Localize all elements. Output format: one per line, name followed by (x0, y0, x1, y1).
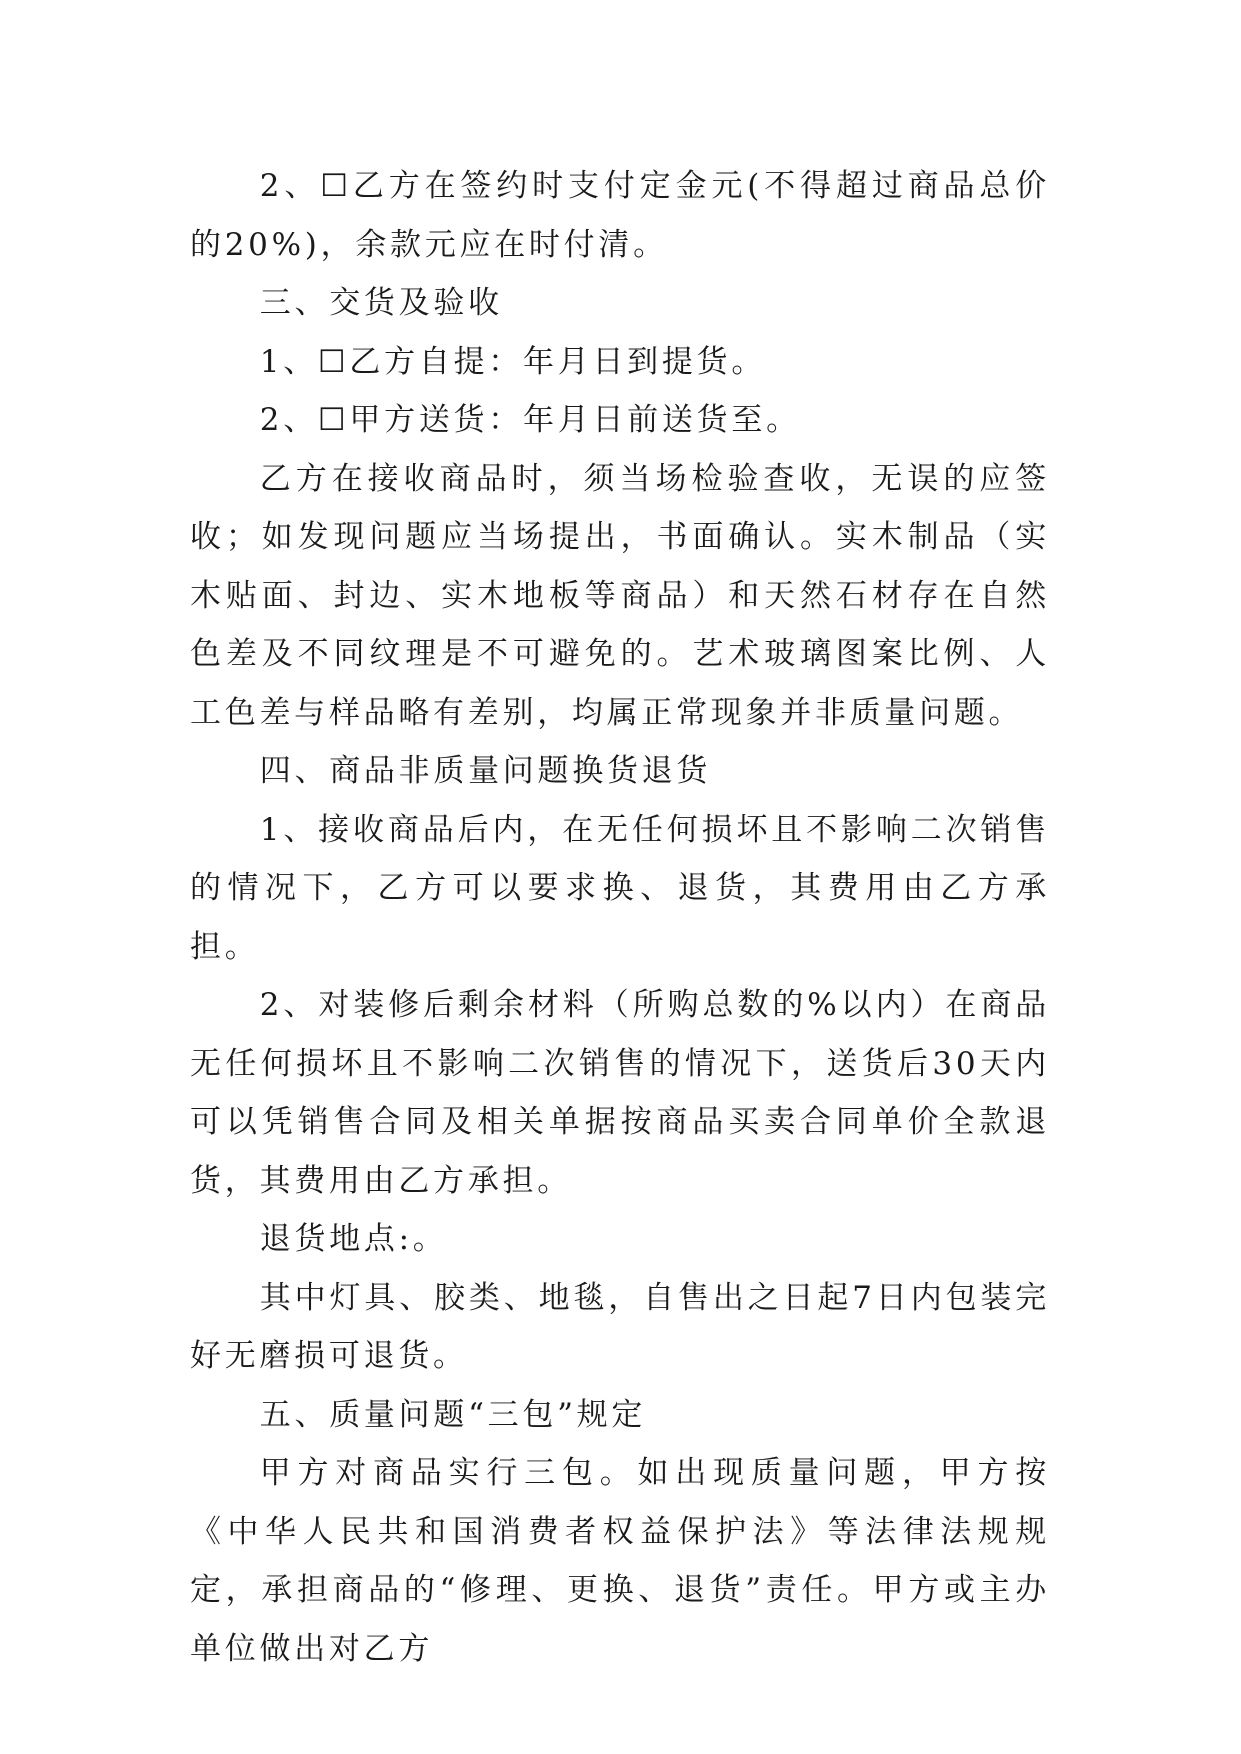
section-heading-delivery: 三、交货及验收 (259, 285, 503, 321)
clause-lamps-glue-carpet: 其中灯具、胶类、地毯，自售出之日起7日内包装完好无磨损可退货。 (190, 1279, 1050, 1374)
contract-body (190, 157, 1050, 1678)
clause-self-pickup: 1、☐乙方自提：年月日到提货。 (259, 343, 767, 380)
clause-return-location: 退货地点:。 (259, 1221, 448, 1257)
clause-leftover-materials: 2、对装修后剩余材料（所购总数的%以内）在商品无任何损坏且不影响二次销售的情况下，送货后30天内可以凭销售合同及相关单据按商品买卖合同单价全款退货，其费用由乙方承担。 (190, 987, 1050, 1199)
clause-deposit-payment: 2、☐乙方在签约时支付定金元(不得超过商品总价的20%)，余款元应在时付清。 (190, 168, 1050, 263)
section-heading-returns: 四、商品非质量问题换货退货 (259, 753, 712, 789)
clause-three-guarantees: 甲方对商品实行三包。如出现质量问题，甲方按《中华人民共和国消费者权益保护法》等法律法规规定，承担商品的“修理、更换、退货”责任。甲方或主办单位做出对乙方 (190, 1455, 1050, 1667)
clause-seller-delivery: 2、☐甲方送货：年月日前送货至。 (259, 402, 801, 438)
clause-inspection: 乙方在接收商品时，须当场检验查收，无误的应签收；如发现问题应当场提出，书面确认。实木制品（实木贴面、封边、实木地板等商品）和天然石材存在自然色差及不同纹理是不可避免的。艺术玻璃图案比例、人工色差与样品略有差别，均属正常现象并非质量问题。 (190, 460, 1050, 731)
clause-exchange-return: 1、接收商品后内，在无任何损坏且不影响二次销售的情况下，乙方可以要求换、退货，其费用由乙方承担。 (190, 811, 1050, 965)
section-heading-warranty: 五、质量问题“三包”规定 (259, 1396, 647, 1433)
